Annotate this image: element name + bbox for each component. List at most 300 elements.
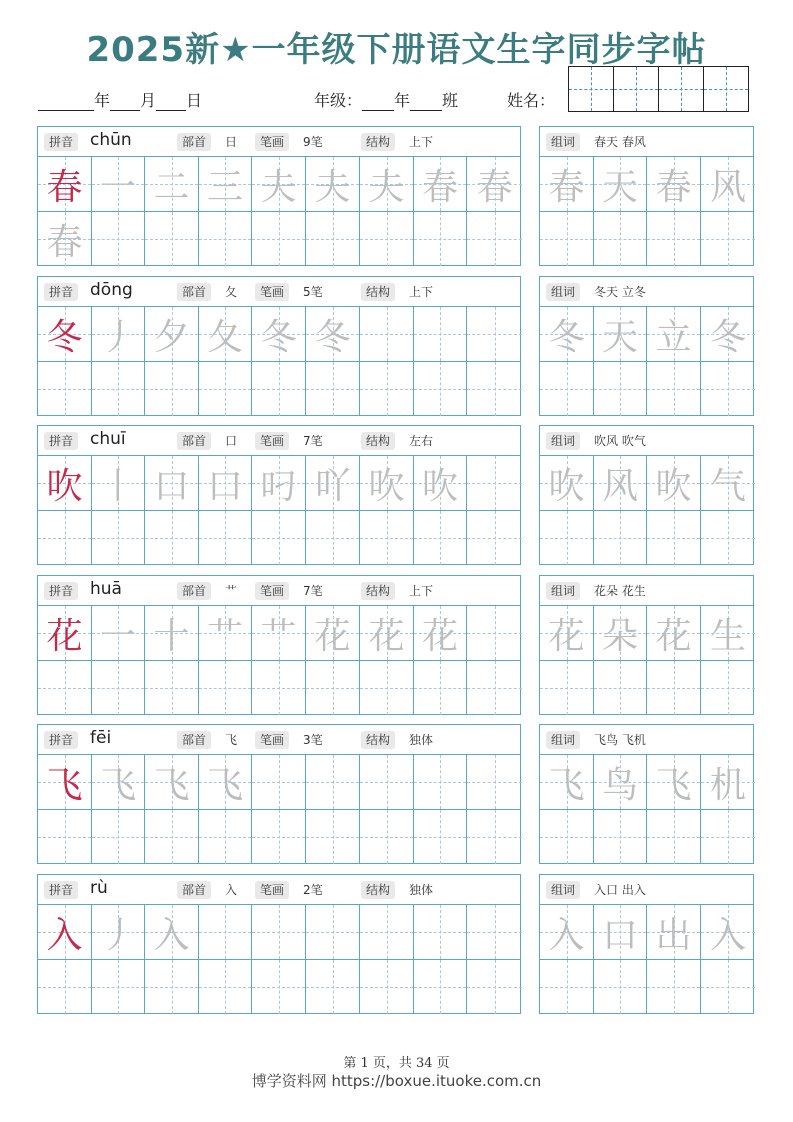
grid-cell[interactable]: [199, 661, 252, 715]
class-blank[interactable]: [410, 95, 442, 111]
trace-character: 飞: [153, 764, 190, 806]
grid-cell[interactable]: [92, 456, 145, 510]
structure-tag: 结构: [361, 881, 395, 899]
grid-cell[interactable]: [701, 606, 755, 660]
grid-cell[interactable]: [647, 212, 701, 266]
grid-cell[interactable]: [306, 661, 360, 715]
grid-row: [38, 211, 520, 265]
words-panel: [539, 575, 754, 715]
grid-cell[interactable]: [360, 810, 414, 864]
words-tag: 组词: [546, 432, 580, 450]
strokes-value: 9笔: [303, 135, 323, 149]
pinyin-tag: 拼音: [44, 731, 78, 749]
grid-cell[interactable]: [252, 362, 306, 416]
trace-character: 朵: [601, 615, 638, 657]
trace-character: 夂: [206, 316, 243, 358]
writing-panel: [37, 126, 521, 266]
grid-cell[interactable]: [467, 606, 522, 660]
grid-cell[interactable]: [414, 661, 467, 715]
grid-cell[interactable]: [92, 905, 145, 959]
grid-cell[interactable]: [38, 307, 92, 361]
grid-cell[interactable]: [594, 661, 647, 715]
grid-cell[interactable]: [252, 960, 306, 1014]
grid-cell[interactable]: [306, 212, 360, 266]
name-box[interactable]: [568, 66, 614, 112]
grid-cell[interactable]: [199, 362, 252, 416]
trace-character: 春: [46, 221, 83, 263]
grid-row: [540, 606, 753, 660]
trace-character: 吖: [314, 465, 351, 507]
grid-cell[interactable]: [145, 456, 199, 510]
grid-cell[interactable]: [199, 755, 252, 809]
grid-cell[interactable]: [701, 905, 755, 959]
trace-character: 天: [601, 316, 638, 358]
grid-cell[interactable]: [306, 810, 360, 864]
words-value: 吹风 吹气: [594, 434, 646, 448]
character-block: [37, 575, 754, 715]
trace-character: 夫: [368, 166, 405, 208]
date-line: [38, 88, 202, 111]
page-number: 第 1 页，共 34 页: [343, 1056, 450, 1071]
character-block: [37, 126, 754, 266]
trace-character: 春: [421, 166, 458, 208]
grid-cell[interactable]: [199, 606, 252, 660]
trace-character: 夫: [260, 166, 297, 208]
pinyin-value: dōng: [90, 280, 133, 300]
grid-cell[interactable]: [92, 755, 145, 809]
character-block: [37, 276, 754, 416]
words-header: [540, 875, 753, 905]
strokes-tag: 笔画: [255, 582, 289, 600]
grid-cell[interactable]: [647, 661, 701, 715]
trace-character: 吹: [368, 465, 405, 507]
trace-character: 飞: [655, 764, 692, 806]
trace-character: 春: [655, 166, 692, 208]
grid-cell[interactable]: [306, 456, 360, 510]
grid-cell[interactable]: [540, 755, 594, 809]
structure-value: 独体: [409, 883, 434, 897]
trace-character: 冬: [314, 316, 351, 358]
grid-cell[interactable]: [414, 212, 467, 266]
trace-character: 一: [99, 615, 136, 657]
page-title: 2025新★一年级下册语文生字同步字帖: [86, 30, 707, 70]
strokes-tag: 笔画: [255, 731, 289, 749]
trace-character: 艹: [260, 615, 297, 657]
grid-cell[interactable]: [647, 511, 701, 565]
radical-value: 日: [225, 135, 238, 149]
grid-cell[interactable]: [594, 212, 647, 266]
day-blank[interactable]: [156, 95, 186, 111]
grid-cell[interactable]: [360, 606, 414, 660]
grid-row: [38, 307, 520, 361]
grid-cell[interactable]: [594, 362, 647, 416]
grid-cell[interactable]: [252, 511, 306, 565]
radical-tag: 部首: [177, 432, 211, 450]
grid-cell[interactable]: [540, 456, 594, 510]
grid-cell[interactable]: [540, 511, 594, 565]
grid-row: [540, 361, 753, 415]
grid-row: [540, 755, 753, 809]
grid-cell[interactable]: [647, 810, 701, 864]
structure-value: 左右: [409, 434, 434, 448]
words-tag: 组词: [546, 133, 580, 151]
grid-row: [540, 510, 753, 564]
grid-cell[interactable]: [360, 456, 414, 510]
grid-cell[interactable]: [252, 456, 306, 510]
trace-character: 花: [368, 615, 405, 657]
structure-value: 独体: [409, 733, 434, 747]
day-label: 日: [186, 91, 203, 110]
trace-character: 花: [548, 615, 585, 657]
trace-character: 花: [655, 615, 692, 657]
strokes-tag: 笔画: [255, 133, 289, 151]
grid-cell[interactable]: [540, 606, 594, 660]
grid-cell[interactable]: [145, 157, 199, 211]
trace-character: 生: [709, 615, 746, 657]
grid-cell[interactable]: [594, 755, 647, 809]
words-panel: [539, 874, 754, 1014]
grid-cell[interactable]: [199, 456, 252, 510]
name-box[interactable]: [703, 66, 749, 112]
grid-cell[interactable]: [199, 810, 252, 864]
grade-blank[interactable]: [362, 95, 394, 111]
grid-cell[interactable]: [540, 362, 594, 416]
character-block: [37, 724, 754, 864]
grid-cell[interactable]: [467, 511, 522, 565]
trace-character: 花: [314, 615, 351, 657]
year-blank[interactable]: [38, 95, 94, 111]
model-character: 冬: [46, 316, 83, 358]
trace-character: 吹: [655, 465, 692, 507]
grid-cell[interactable]: [467, 905, 522, 959]
grid-cell[interactable]: [199, 307, 252, 361]
grid-cell[interactable]: [38, 755, 92, 809]
grid-cell[interactable]: [360, 307, 414, 361]
writing-panel: [37, 575, 521, 715]
grid-cell[interactable]: [594, 905, 647, 959]
grid-cell[interactable]: [145, 362, 199, 416]
site-link[interactable]: 博学资料网 https://boxue.ituoke.com.cn: [251, 1072, 542, 1090]
pinyin-value: fēi: [90, 728, 112, 748]
grid-cell[interactable]: [92, 212, 145, 266]
radical-tag: 部首: [177, 731, 211, 749]
grid-cell[interactable]: [540, 661, 594, 715]
grid-cell[interactable]: [38, 960, 92, 1014]
grid-cell[interactable]: [414, 157, 467, 211]
grid-cell[interactable]: [701, 307, 755, 361]
grid-cell[interactable]: [594, 307, 647, 361]
pinyin-tag: 拼音: [44, 133, 78, 151]
grid-cell[interactable]: [306, 606, 360, 660]
grid-cell[interactable]: [414, 810, 467, 864]
grade-line: [314, 88, 458, 111]
grid-cell[interactable]: [92, 810, 145, 864]
words-value: 花朵 花生: [594, 584, 646, 598]
words-panel: [539, 724, 754, 864]
grid-cell[interactable]: [92, 362, 145, 416]
radical-tag: 部首: [177, 133, 211, 151]
pinyin-value: huā: [90, 579, 122, 599]
trace-character: 夫: [314, 166, 351, 208]
grid-cell[interactable]: [467, 307, 522, 361]
trace-character: 出: [655, 914, 692, 956]
radical-tag: 部首: [177, 582, 211, 600]
grid-row: [38, 361, 520, 415]
grid-cell[interactable]: [360, 511, 414, 565]
grid-cell[interactable]: [467, 661, 522, 715]
trace-character: 入: [548, 914, 585, 956]
grid-cell[interactable]: [252, 157, 306, 211]
words-tag: 组词: [546, 731, 580, 749]
trace-character: 艹: [206, 615, 243, 657]
grid-cell[interactable]: [306, 307, 360, 361]
grid-cell[interactable]: [306, 905, 360, 959]
words-panel: [539, 276, 754, 416]
info-header: [38, 725, 520, 755]
grid-cell[interactable]: [145, 606, 199, 660]
words-header: [540, 127, 753, 157]
grid-cell[interactable]: [360, 905, 414, 959]
trace-character: 飞: [548, 764, 585, 806]
radical-value: 艹: [225, 584, 238, 598]
words-header: [540, 725, 753, 755]
words-panel: [539, 425, 754, 565]
grid-cell[interactable]: [199, 157, 252, 211]
trace-character: 口: [153, 465, 190, 507]
grid-cell[interactable]: [199, 905, 252, 959]
grid-cell[interactable]: [306, 511, 360, 565]
grid-cell[interactable]: [647, 362, 701, 416]
grid-cell[interactable]: [467, 456, 522, 510]
grid-cell[interactable]: [701, 511, 755, 565]
info-header: [38, 277, 520, 307]
grid-cell[interactable]: [360, 362, 414, 416]
grid-cell[interactable]: [540, 157, 594, 211]
grid-cell[interactable]: [252, 755, 306, 809]
trace-character: 飞: [206, 764, 243, 806]
grid-cell[interactable]: [38, 905, 92, 959]
grid-cell[interactable]: [414, 511, 467, 565]
strokes-value: 5笔: [303, 285, 323, 299]
month-blank[interactable]: [110, 95, 140, 111]
pinyin-tag: 拼音: [44, 283, 78, 301]
grid-cell[interactable]: [92, 157, 145, 211]
grid-cell[interactable]: [92, 606, 145, 660]
grid-cell[interactable]: [252, 905, 306, 959]
grid-cell[interactable]: [38, 661, 92, 715]
grid-cell[interactable]: [360, 212, 414, 266]
name-box[interactable]: [613, 66, 659, 112]
pinyin-tag: 拼音: [44, 432, 78, 450]
info-header: [38, 127, 520, 157]
grid-cell[interactable]: [145, 960, 199, 1014]
trace-character: 机: [709, 764, 746, 806]
structure-tag: 结构: [361, 731, 395, 749]
grid-cell[interactable]: [647, 755, 701, 809]
trace-character: 风: [709, 166, 746, 208]
grid-cell[interactable]: [414, 606, 467, 660]
grid-cell[interactable]: [306, 362, 360, 416]
grid-cell[interactable]: [467, 362, 522, 416]
grid-cell[interactable]: [467, 755, 522, 809]
grid-row: [38, 959, 520, 1013]
grid-cell[interactable]: [701, 456, 755, 510]
words-value: 春天 春风: [594, 135, 646, 149]
grid-cell[interactable]: [38, 810, 92, 864]
grid-cell[interactable]: [252, 661, 306, 715]
grid-cell[interactable]: [594, 606, 647, 660]
pinyin-tag: 拼音: [44, 881, 78, 899]
words-value: 冬天 立冬: [594, 285, 646, 299]
grid-cell[interactable]: [360, 661, 414, 715]
grid-cell[interactable]: [145, 661, 199, 715]
grid-cell[interactable]: [38, 212, 92, 266]
grid-cell[interactable]: [414, 362, 467, 416]
trace-character: 吹: [421, 465, 458, 507]
grid-cell[interactable]: [252, 307, 306, 361]
grid-cell[interactable]: [701, 157, 755, 211]
trace-character: 春: [476, 166, 513, 208]
character-block: [37, 425, 754, 565]
grid-cell[interactable]: [540, 960, 594, 1014]
grid-cell[interactable]: [467, 157, 522, 211]
class-label: 班: [442, 91, 459, 110]
trace-character: 口: [601, 914, 638, 956]
grid-cell[interactable]: [145, 755, 199, 809]
grid-cell[interactable]: [92, 307, 145, 361]
structure-tag: 结构: [361, 283, 395, 301]
grid-cell[interactable]: [360, 755, 414, 809]
grid-cell[interactable]: [467, 960, 522, 1014]
trace-character: 夕: [153, 316, 190, 358]
grid-cell[interactable]: [38, 456, 92, 510]
trace-character: 鸟: [601, 764, 638, 806]
grid-cell[interactable]: [540, 810, 594, 864]
trace-character: 十: [153, 615, 190, 657]
model-character: 花: [46, 615, 83, 657]
grid-cell[interactable]: [701, 810, 755, 864]
words-header: [540, 426, 753, 456]
grid-cell[interactable]: [252, 810, 306, 864]
grid-cell[interactable]: [145, 511, 199, 565]
grid-cell[interactable]: [199, 212, 252, 266]
grid-cell[interactable]: [92, 960, 145, 1014]
radical-tag: 部首: [177, 283, 211, 301]
grid-cell[interactable]: [594, 456, 647, 510]
grid-cell[interactable]: [647, 960, 701, 1014]
words-tag: 组词: [546, 881, 580, 899]
grid-cell[interactable]: [306, 157, 360, 211]
grid-cell[interactable]: [252, 606, 306, 660]
grid-cell[interactable]: [38, 362, 92, 416]
grid-row: [38, 510, 520, 564]
trace-character: 天: [601, 166, 638, 208]
grid-cell[interactable]: [360, 157, 414, 211]
grid-cell[interactable]: [414, 960, 467, 1014]
trace-character: 一: [99, 166, 136, 208]
grid-cell[interactable]: [252, 212, 306, 266]
grid-cell[interactable]: [145, 307, 199, 361]
grid-cell[interactable]: [92, 661, 145, 715]
year-label: 年: [94, 91, 111, 110]
words-tag: 组词: [546, 283, 580, 301]
radical-tag: 部首: [177, 881, 211, 899]
grid-row: [540, 959, 753, 1013]
grid-cell[interactable]: [414, 307, 467, 361]
name-box[interactable]: [658, 66, 704, 112]
grid-cell[interactable]: [360, 960, 414, 1014]
grid-cell[interactable]: [467, 212, 522, 266]
grid-cell[interactable]: [647, 307, 701, 361]
strokes-value: 2笔: [303, 883, 323, 897]
pinyin-value: chūn: [90, 130, 132, 150]
grid-cell[interactable]: [594, 157, 647, 211]
grid-cell[interactable]: [38, 606, 92, 660]
grid-cell[interactable]: [701, 960, 755, 1014]
grid-cell[interactable]: [540, 307, 594, 361]
grid-cell[interactable]: [199, 960, 252, 1014]
strokes-tag: 笔画: [255, 881, 289, 899]
grid-cell[interactable]: [701, 362, 755, 416]
writing-panel: [37, 425, 521, 565]
grid-row: [540, 660, 753, 714]
grid-cell[interactable]: [647, 606, 701, 660]
grid-cell[interactable]: [701, 661, 755, 715]
structure-tag: 结构: [361, 432, 395, 450]
model-character: 入: [46, 914, 83, 956]
grid-row: [38, 660, 520, 714]
grid-cell[interactable]: [594, 810, 647, 864]
grid-cell[interactable]: [38, 511, 92, 565]
grid-cell[interactable]: [647, 157, 701, 211]
trace-character: 冬: [709, 316, 746, 358]
grid-cell[interactable]: [145, 212, 199, 266]
words-value: 入口 出入: [594, 883, 646, 897]
radical-value: 飞: [225, 733, 238, 747]
trace-character: 叼: [260, 465, 297, 507]
grid-cell[interactable]: [647, 456, 701, 510]
grid-cell[interactable]: [414, 905, 467, 959]
trace-character: 气: [709, 465, 746, 507]
grid-cell[interactable]: [414, 755, 467, 809]
grid-cell[interactable]: [199, 511, 252, 565]
grid-row: [38, 456, 520, 510]
grid-row: [540, 809, 753, 863]
grid-cell[interactable]: [306, 755, 360, 809]
grid-cell[interactable]: [701, 755, 755, 809]
trace-character: 春: [548, 166, 585, 208]
strokes-value: 7笔: [303, 584, 323, 598]
grid-cell[interactable]: [38, 157, 92, 211]
strokes-tag: 笔画: [255, 432, 289, 450]
writing-panel: [37, 724, 521, 864]
grid-cell[interactable]: [540, 905, 594, 959]
grid-cell[interactable]: [594, 960, 647, 1014]
grid-cell[interactable]: [701, 212, 755, 266]
grid-cell[interactable]: [540, 212, 594, 266]
grid-cell[interactable]: [92, 511, 145, 565]
name-boxes[interactable]: [569, 66, 749, 112]
grid-cell[interactable]: [414, 456, 467, 510]
grid-cell[interactable]: [145, 810, 199, 864]
trace-character: 冬: [260, 316, 297, 358]
trace-character: 风: [601, 465, 638, 507]
grid-cell[interactable]: [647, 905, 701, 959]
grid-cell[interactable]: [467, 810, 522, 864]
grid-cell[interactable]: [306, 960, 360, 1014]
grid-cell[interactable]: [594, 511, 647, 565]
grid-cell[interactable]: [145, 905, 199, 959]
